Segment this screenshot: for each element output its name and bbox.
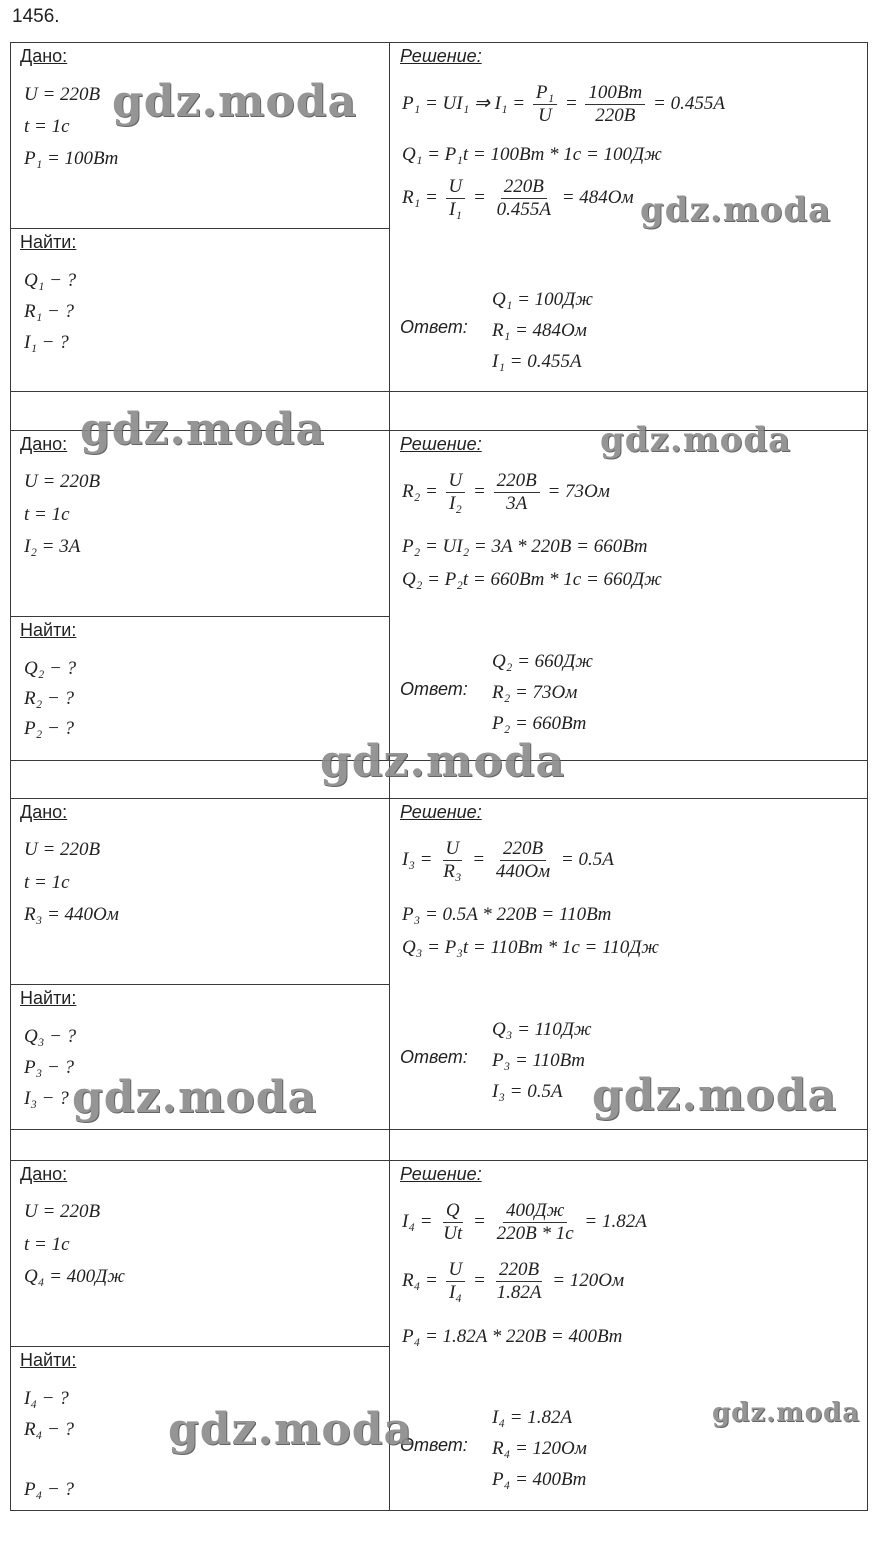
solution-header: Решение: <box>400 46 482 66</box>
watermark: gdz.moda <box>168 1404 414 1455</box>
given-line: P₁ = 100Bт <box>24 148 119 169</box>
answer-line: P₂ = 660Bт <box>492 713 587 734</box>
watermark: gdz.moda <box>640 190 832 230</box>
given-line: U = 220B <box>24 471 101 492</box>
answer-line: I₄ = 1.82A <box>492 1407 573 1428</box>
find-line: R₂ − ? <box>24 688 75 709</box>
answer-line: P₃ = 110Bт <box>492 1050 585 1071</box>
problem-number: 1456. <box>12 6 60 27</box>
solution-header: Решение: <box>400 434 482 454</box>
find-header: Найти: <box>20 620 77 640</box>
find-line: P₂ − ? <box>24 718 75 739</box>
answer-line: R₂ = 73Ом <box>492 682 578 703</box>
given-line: t = 1c <box>24 504 70 525</box>
given-line: Q₄ = 400Дж <box>24 1266 125 1287</box>
given-line: t = 1c <box>24 116 70 137</box>
solution-line: P₄ = 1.82A * 220B = 400Bт <box>402 1326 623 1347</box>
find-line: Q₁ − ? <box>24 270 77 291</box>
solution-line: P₃ = 0.5A * 220B = 110Bт <box>402 904 612 925</box>
given-line: U = 220B <box>24 839 101 860</box>
given-header: Дано: <box>20 46 68 66</box>
given-header: Дано: <box>20 802 68 822</box>
answer-line: R₁ = 484Ом <box>492 320 587 341</box>
find-line: Q₂ − ? <box>24 658 77 679</box>
watermark: gdz.moda <box>72 1072 318 1123</box>
answer-label: Ответ: <box>400 1047 468 1067</box>
watermark: gdz.moda <box>600 420 792 460</box>
solution-header: Решение: <box>400 802 482 822</box>
solution-line: Q₁ = P₁t = 100Bт * 1c = 100Дж <box>402 144 662 165</box>
answer-line: I₃ = 0.5A <box>492 1081 563 1102</box>
answer-label: Ответ: <box>400 317 468 337</box>
find-line: P₄ − ? <box>24 1479 75 1500</box>
answer-label: Ответ: <box>400 679 468 699</box>
find-line: I₃ − ? <box>24 1088 69 1109</box>
answer-line: P₄ = 400Bт <box>492 1469 587 1490</box>
given-line: R₃ = 440Ом <box>24 904 119 925</box>
find-line: I₁ − ? <box>24 332 69 353</box>
solution-line: P₁ = UI₁ ⇒ I₁ = $\frac{\text{P₁}}{U}$ = $\frac{100Bт}{220B}$ = 0.455A <box>402 82 725 126</box>
answer-line: R₄ = 120Ом <box>492 1438 587 1459</box>
answer-line: Q₁ = 100Дж <box>492 289 593 310</box>
answer-line: I₁ = 0.455A <box>492 351 582 372</box>
solution-line: P₂ = UI₂ = 3A * 220B = 660Bт <box>402 536 648 557</box>
given-line: U = 220B <box>24 84 101 105</box>
solution-line: R₁ = $\frac{U}{\text{I₁}}$ = $\frac{220B}{0.455A}$ = 484Ом <box>402 176 634 220</box>
find-line: R₁ − ? <box>24 301 75 322</box>
solution-line: I₃ = $\frac{U}{\text{R₃}}$ = $\frac{220B}{440Ом}$ = 0.5A <box>402 838 614 882</box>
answer-label: Ответ: <box>400 1435 468 1455</box>
watermark: gdz.moda <box>592 1070 838 1121</box>
find-header: Найти: <box>20 232 77 252</box>
solution-line: Q₃ = P₃t = 110Bт * 1c = 110Дж <box>402 937 659 958</box>
find-line: P₃ − ? <box>24 1057 75 1078</box>
find-line: I₄ − ? <box>24 1388 69 1409</box>
find-header: Найти: <box>20 1350 77 1370</box>
answer-line: Q₂ = 660Дж <box>492 651 593 672</box>
watermark: gdz.moda <box>712 1398 861 1428</box>
given-header: Дано: <box>20 1164 68 1184</box>
solution-header: Решение: <box>400 1164 482 1184</box>
watermark: gdz.moda <box>112 76 358 127</box>
solution-line: Q₂ = P₂t = 660Bт * 1c = 660Дж <box>402 569 662 590</box>
given-line: U = 220B <box>24 1201 101 1222</box>
given-header: Дано: <box>20 434 68 454</box>
given-line: t = 1c <box>24 1234 70 1255</box>
find-line: Q₃ − ? <box>24 1026 77 1047</box>
answer-line: Q₃ = 110Дж <box>492 1019 592 1040</box>
given-line: I₂ = 3A <box>24 536 81 557</box>
find-line: R₄ − ? <box>24 1419 75 1440</box>
solution-line: I₄ = $\frac{Q}{Ut}$ = $\frac{400Дж}{220B * 1c}$ = 1.82A <box>402 1200 647 1244</box>
watermark: gdz.moda <box>80 404 326 455</box>
solution-line: R₄ = $\frac{U}{\text{I₄}}$ = $\frac{220B}{1.82A}$ = 120Ом <box>402 1259 625 1303</box>
given-line: t = 1c <box>24 872 70 893</box>
solution-line: R₂ = $\frac{U}{\text{I₂}}$ = $\frac{220B}{3A}$ = 73Ом <box>402 470 610 514</box>
find-header: Найти: <box>20 988 77 1008</box>
watermark: gdz.moda <box>320 736 566 787</box>
